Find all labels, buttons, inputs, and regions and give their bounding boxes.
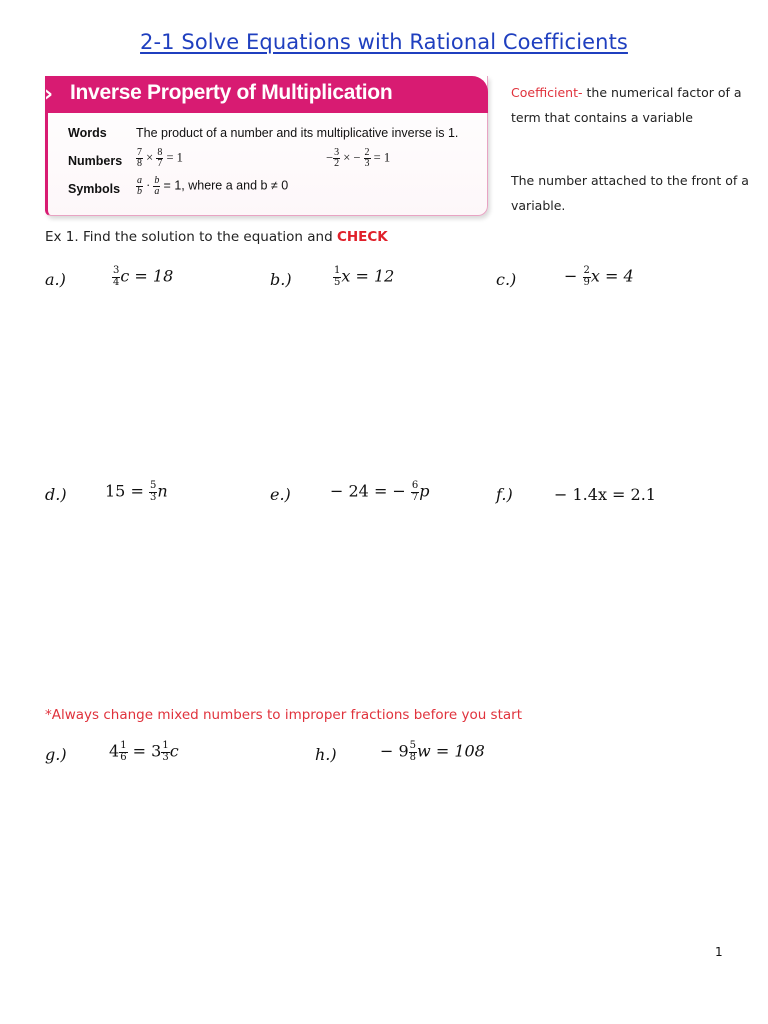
example-instruction	[45, 229, 388, 245]
numbers-example-2: − $\frac{3}{2}$ × − $\frac{2}{3}$ = 1	[326, 147, 391, 169]
page-title: 2-1 Solve Equations with Rational Coefficients	[140, 30, 628, 54]
problem-g: g.) 4 $\frac{1}{6}$ = 3 $\frac{1}{3}$ c	[45, 740, 179, 764]
problem-f: f.) − 1.4x = 2.1	[496, 485, 656, 504]
mixed-numbers-note: *Always change mixed numbers to improper fractions before you start	[45, 707, 522, 723]
problem-b: b.) $\frac{1}{5}$ x = 12	[270, 265, 395, 289]
coefficient-term: Coefficient-	[511, 85, 583, 100]
coefficient-text: the numerical factor of a term that contains a variable	[511, 85, 742, 125]
problem-c: c.) − $\frac{2}{9}$ x = 4	[496, 265, 634, 289]
symbols-example: $\frac{a}{b}$ · $\frac{b}{a}$ = 1, where a and b ≠ 0	[137, 175, 289, 197]
problem-h: h.) − 9 $\frac{5}{8}$ w = 108	[315, 740, 485, 764]
numbers-label: Numbers	[68, 154, 123, 168]
check-emphasis: CHECK	[336, 229, 388, 245]
words-label: Words	[68, 126, 107, 140]
problem-e: e.) − 24 = − $\frac{6}{7}$ p	[270, 480, 430, 504]
page-number: 1	[715, 945, 723, 959]
symbols-label: Symbols	[68, 182, 121, 196]
words-text: The product of a number and its multiplicative inverse is 1.	[136, 126, 459, 140]
inverse-property-box	[45, 76, 488, 216]
coefficient-definition	[511, 80, 751, 130]
coefficient-explanation: The number attached to the front of a variable.	[511, 173, 749, 213]
problem-d: d.) 15 = $\frac{5}{3}$ n	[45, 480, 168, 504]
problem-a: a.) $\frac{3}{4}$ c = 18	[45, 265, 174, 289]
chevron-right-icon: ›	[44, 82, 54, 107]
property-heading: Inverse Property of Multiplication	[70, 81, 393, 104]
example-prefix: Ex 1. Find the solution to the equation and	[45, 229, 337, 245]
property-header	[44, 76, 488, 113]
numbers-example-1: $\frac{7}{8}$ × $\frac{8}{7}$ = 1	[137, 147, 183, 169]
